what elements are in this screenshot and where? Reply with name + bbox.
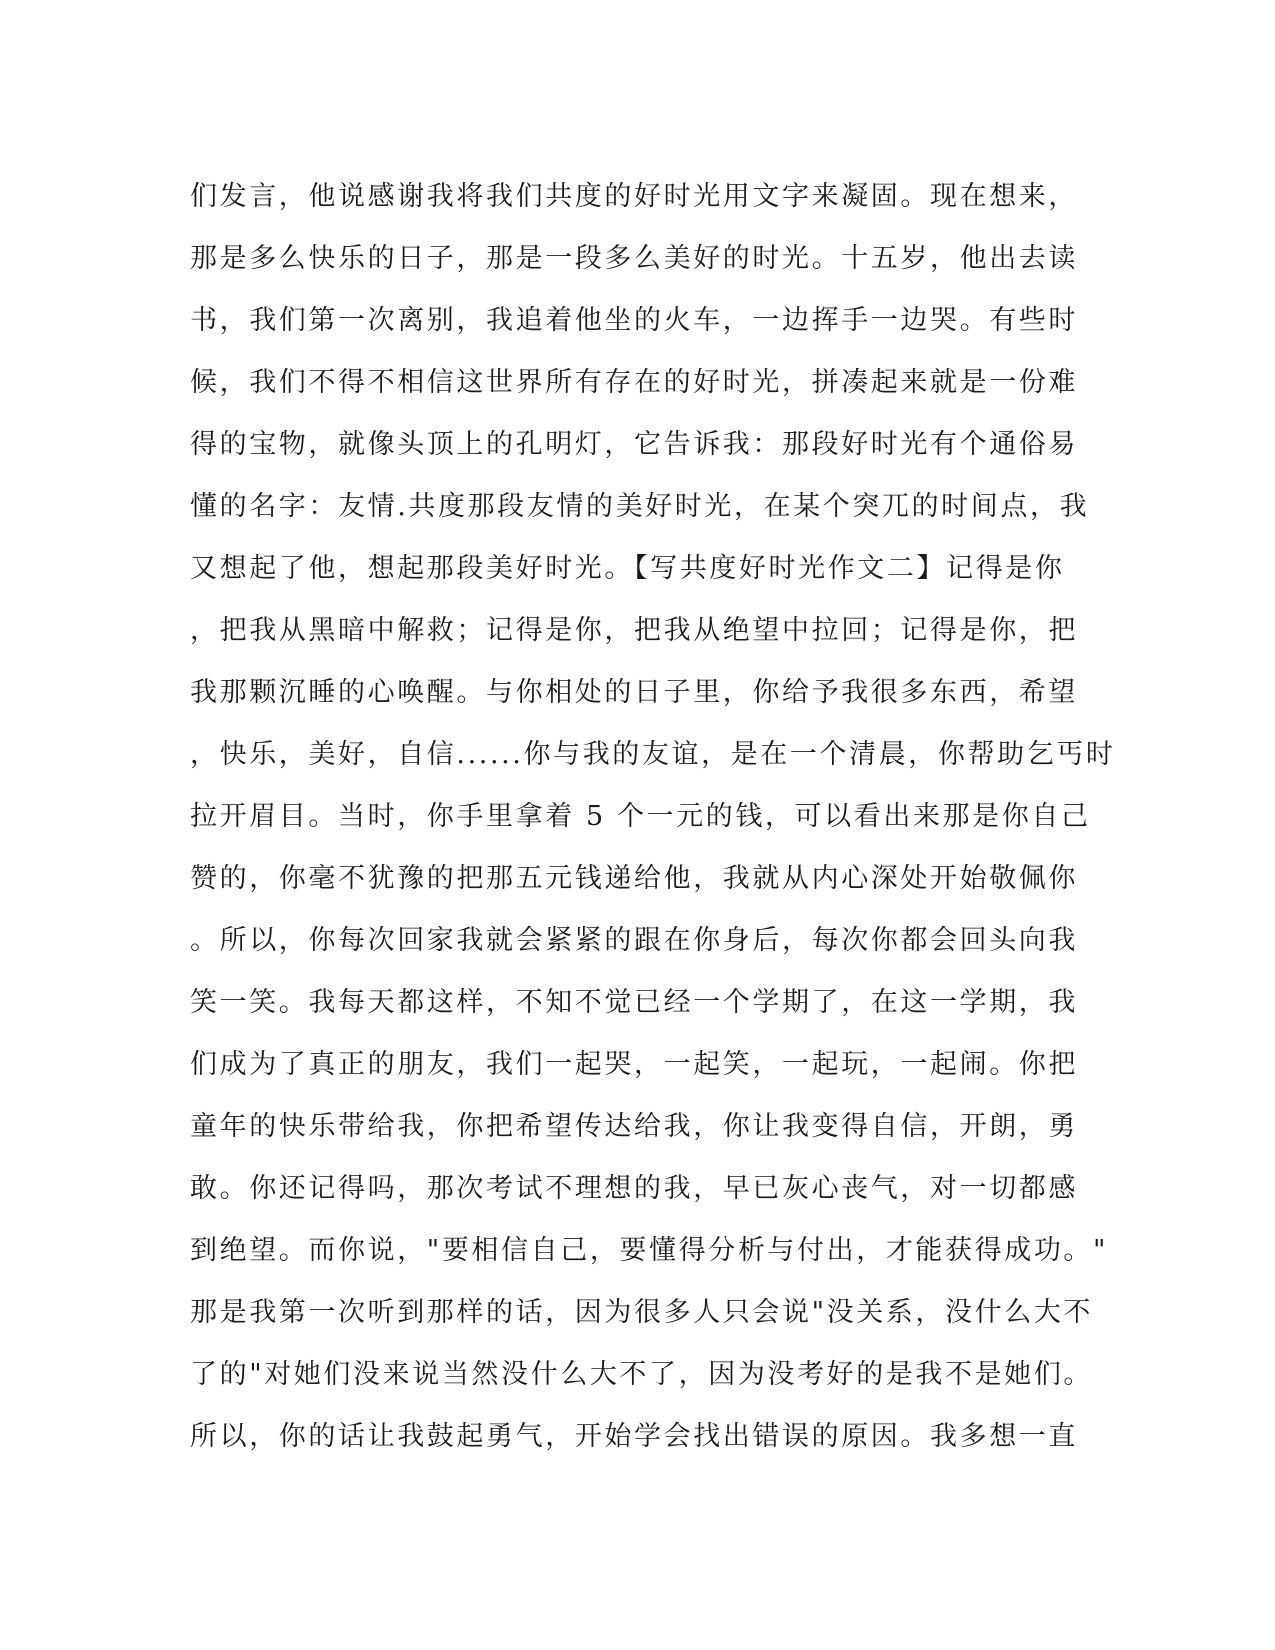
- body-text: [190, 166, 1116, 1468]
- text-line: 。所以，你每次回家我就会紧紧的跟在你身后，每次你都会回头向我: [190, 925, 1078, 956]
- text-line: 得的宝物，就像头顶上的孔明灯，它告诉我：那段好时光有个通俗易: [190, 429, 1078, 460]
- text-line: 童年的快乐带给我，你把希望传达给我，你让我变得自信，开朗，勇: [190, 1111, 1078, 1142]
- text-line: 到绝望。而你说，"要相信自己，要懂得分析与付出，才能获得成功。": [190, 1235, 1109, 1266]
- text-line: 那是我第一次听到那样的话，因为很多人只会说"没关系，没什么大不: [190, 1297, 1094, 1328]
- text-line: 又想起了他，想起那段美好时光。【写共度好时光作文二】记得是你: [190, 553, 1065, 584]
- text-line: 所以，你的话让我鼓起勇气，开始学会找出错误的原因。我多想一直: [190, 1421, 1078, 1452]
- text-line: ，把我从黑暗中解救；记得是你，把我从绝望中拉回；记得是你，把: [190, 615, 1078, 646]
- text-line: ，快乐，美好，自信......你与我的友谊，是在一个清晨，你帮助乞丐时: [190, 739, 1116, 770]
- text-line: 笑一笑。我每天都这样，不知不觉已经一个学期了，在这一学期，我: [190, 987, 1078, 1018]
- text-line: 敢。你还记得吗，那次考试不理想的我，早已灰心丧气，对一切都感: [190, 1173, 1078, 1204]
- text-line: 书，我们第一次离别，我追着他坐的火车，一边挥手一边哭。有些时: [190, 305, 1078, 336]
- text-line: 了的"对她们没来说当然没什么大不了，因为没考好的是我不是她们。: [190, 1359, 1094, 1390]
- text-line: 那是多么快乐的日子，那是一段多么美好的时光。十五岁，他出去读: [190, 243, 1078, 274]
- text-line: 我那颗沉睡的心唤醒。与你相处的日子里，你给予我很多东西，希望: [190, 677, 1078, 708]
- text-line: 候，我们不得不相信这世界所有存在的好时光，拼凑起来就是一份难: [190, 367, 1078, 398]
- text-line: 们发言，他说感谢我将我们共度的好时光用文字来凝固。现在想来，: [190, 181, 1078, 212]
- text-line: 赞的，你毫不犹豫的把那五元钱递给他，我就从内心深处开始敬佩你: [190, 863, 1078, 894]
- text-line: 们成为了真正的朋友，我们一起哭，一起笑，一起玩，一起闹。你把: [190, 1049, 1078, 1080]
- text-line: 拉开眉目。当时，你手里拿着 5 个一元的钱，可以看出来那是你自己: [190, 801, 1091, 832]
- text-line: 懂的名字：友情.共度那段友情的美好时光，在某个突兀的时间点，我: [190, 491, 1090, 522]
